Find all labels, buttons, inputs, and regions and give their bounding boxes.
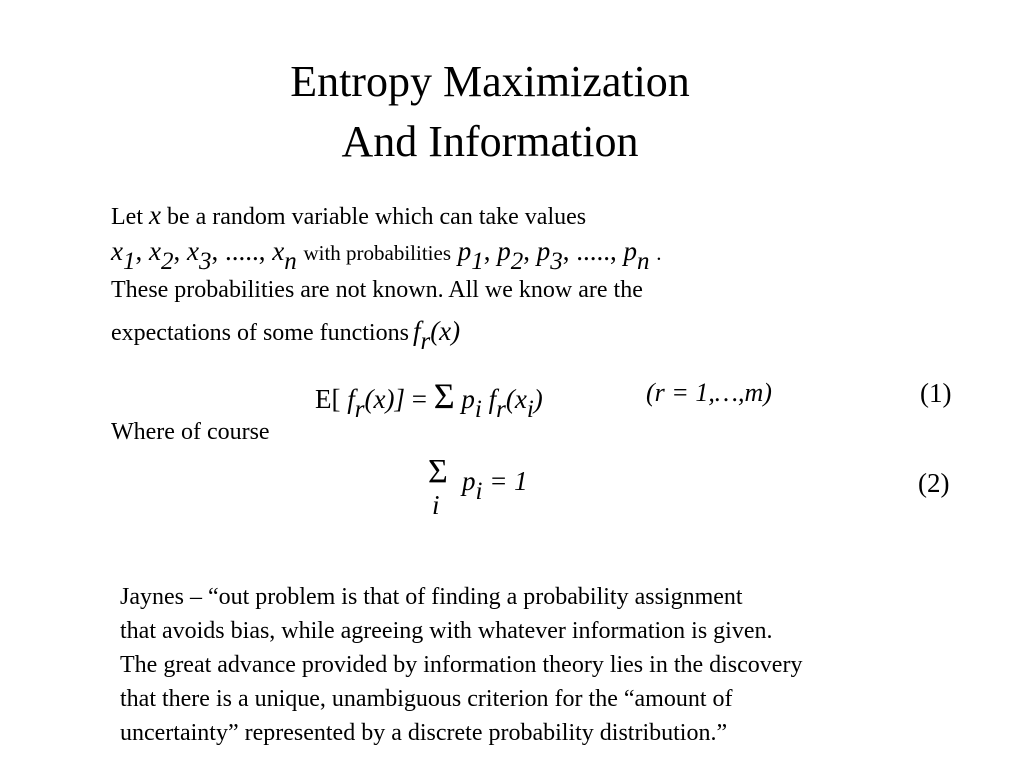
subscript-r: r	[354, 396, 365, 423]
x-symbol: x	[272, 236, 285, 266]
ellipsis: .....,	[224, 236, 266, 266]
p-symbol: p	[497, 236, 511, 266]
title-line-1: Entropy Maximization	[290, 57, 690, 106]
eq1-x: x	[514, 384, 527, 414]
comma: ,	[562, 236, 570, 266]
quote-line-2: that avoids bias, while agreeing with whatever information is given.	[120, 618, 773, 644]
equation-2	[428, 455, 448, 489]
intro-let: Let	[111, 204, 143, 230]
subscript-1: 1	[471, 248, 484, 275]
p-symbol: p	[536, 236, 551, 266]
subscript-i: i	[474, 396, 482, 423]
sigma-symbol: Σ	[433, 376, 455, 416]
eq2-number: (2)	[918, 468, 950, 498]
eq1-equals: =	[411, 384, 427, 414]
eq1-range: (r = 1,…,m)	[646, 378, 772, 407]
subscript-2: 2	[510, 248, 524, 275]
quote-line-3: The great advance provided by information theory lies in the discovery	[120, 652, 803, 678]
paren-x: (x)	[430, 316, 461, 346]
comma: ,	[135, 236, 143, 266]
subscript-i: i	[475, 478, 483, 505]
x-symbol: x	[186, 236, 199, 266]
f-symbol: f	[488, 384, 497, 414]
x-symbol: x	[111, 236, 123, 266]
f-symbol: f	[347, 384, 355, 414]
title-line-2: And Information	[341, 117, 639, 166]
eq1-paren-open: (	[505, 384, 515, 414]
subscript-2: 2	[160, 248, 174, 275]
eq1-e-open: E[	[315, 384, 341, 414]
eq1-paren-x-close: (x)]	[364, 384, 405, 414]
jaynes-quote	[120, 580, 802, 750]
p-symbol: p	[462, 466, 476, 496]
p-symbol: p	[623, 236, 638, 266]
ellipsis: .....,	[576, 236, 617, 266]
intro-line-2	[111, 236, 662, 275]
subscript-3: 3	[198, 248, 212, 275]
equation-1	[315, 376, 543, 423]
quote-line-4: that there is a unique, unambiguous criterion for the “amount of	[120, 686, 733, 712]
comma: ,	[523, 236, 531, 266]
eq2-body	[462, 466, 528, 505]
intro-line-4-text: expectations of some functions	[111, 320, 409, 346]
intro-line-4	[111, 316, 461, 355]
subscript-3: 3	[550, 248, 563, 275]
intro-rest: be a random variable which can take values	[166, 204, 587, 230]
sigma-symbol: Σ	[428, 453, 448, 490]
eq2-subscript-i: i	[432, 490, 440, 520]
intro-x: x	[148, 200, 161, 230]
where-text: Where of course	[111, 419, 270, 445]
intro-line-1	[111, 202, 586, 229]
subscript-r: r	[496, 396, 506, 423]
quote-line-5: uncertainty” represented by a discrete probability distribution.”	[120, 720, 728, 746]
eq2-equals-one: = 1	[489, 466, 528, 496]
subscript-1: 1	[122, 248, 136, 275]
p-symbol: p	[457, 236, 472, 266]
comma: ,	[483, 236, 491, 266]
subscript-i: i	[526, 396, 534, 423]
quote-line-1: Jaynes – “out problem is that of finding a probability assignment	[120, 584, 743, 610]
comma: ,	[173, 236, 181, 266]
eq1-number: (1)	[920, 378, 952, 408]
subscript-n: n	[637, 248, 650, 275]
subscript-n: n	[284, 248, 297, 275]
with-probabilities: with probabilities	[303, 241, 452, 265]
period: .	[656, 241, 662, 265]
p-symbol: p	[461, 384, 475, 414]
f-symbol: f	[412, 316, 421, 346]
subscript-r: r	[420, 328, 431, 355]
x-symbol: x	[148, 236, 161, 266]
comma: ,	[211, 236, 219, 266]
intro-line-3: These probabilities are not known. All we know are the	[111, 277, 643, 303]
eq1-paren-close: )	[533, 384, 543, 414]
